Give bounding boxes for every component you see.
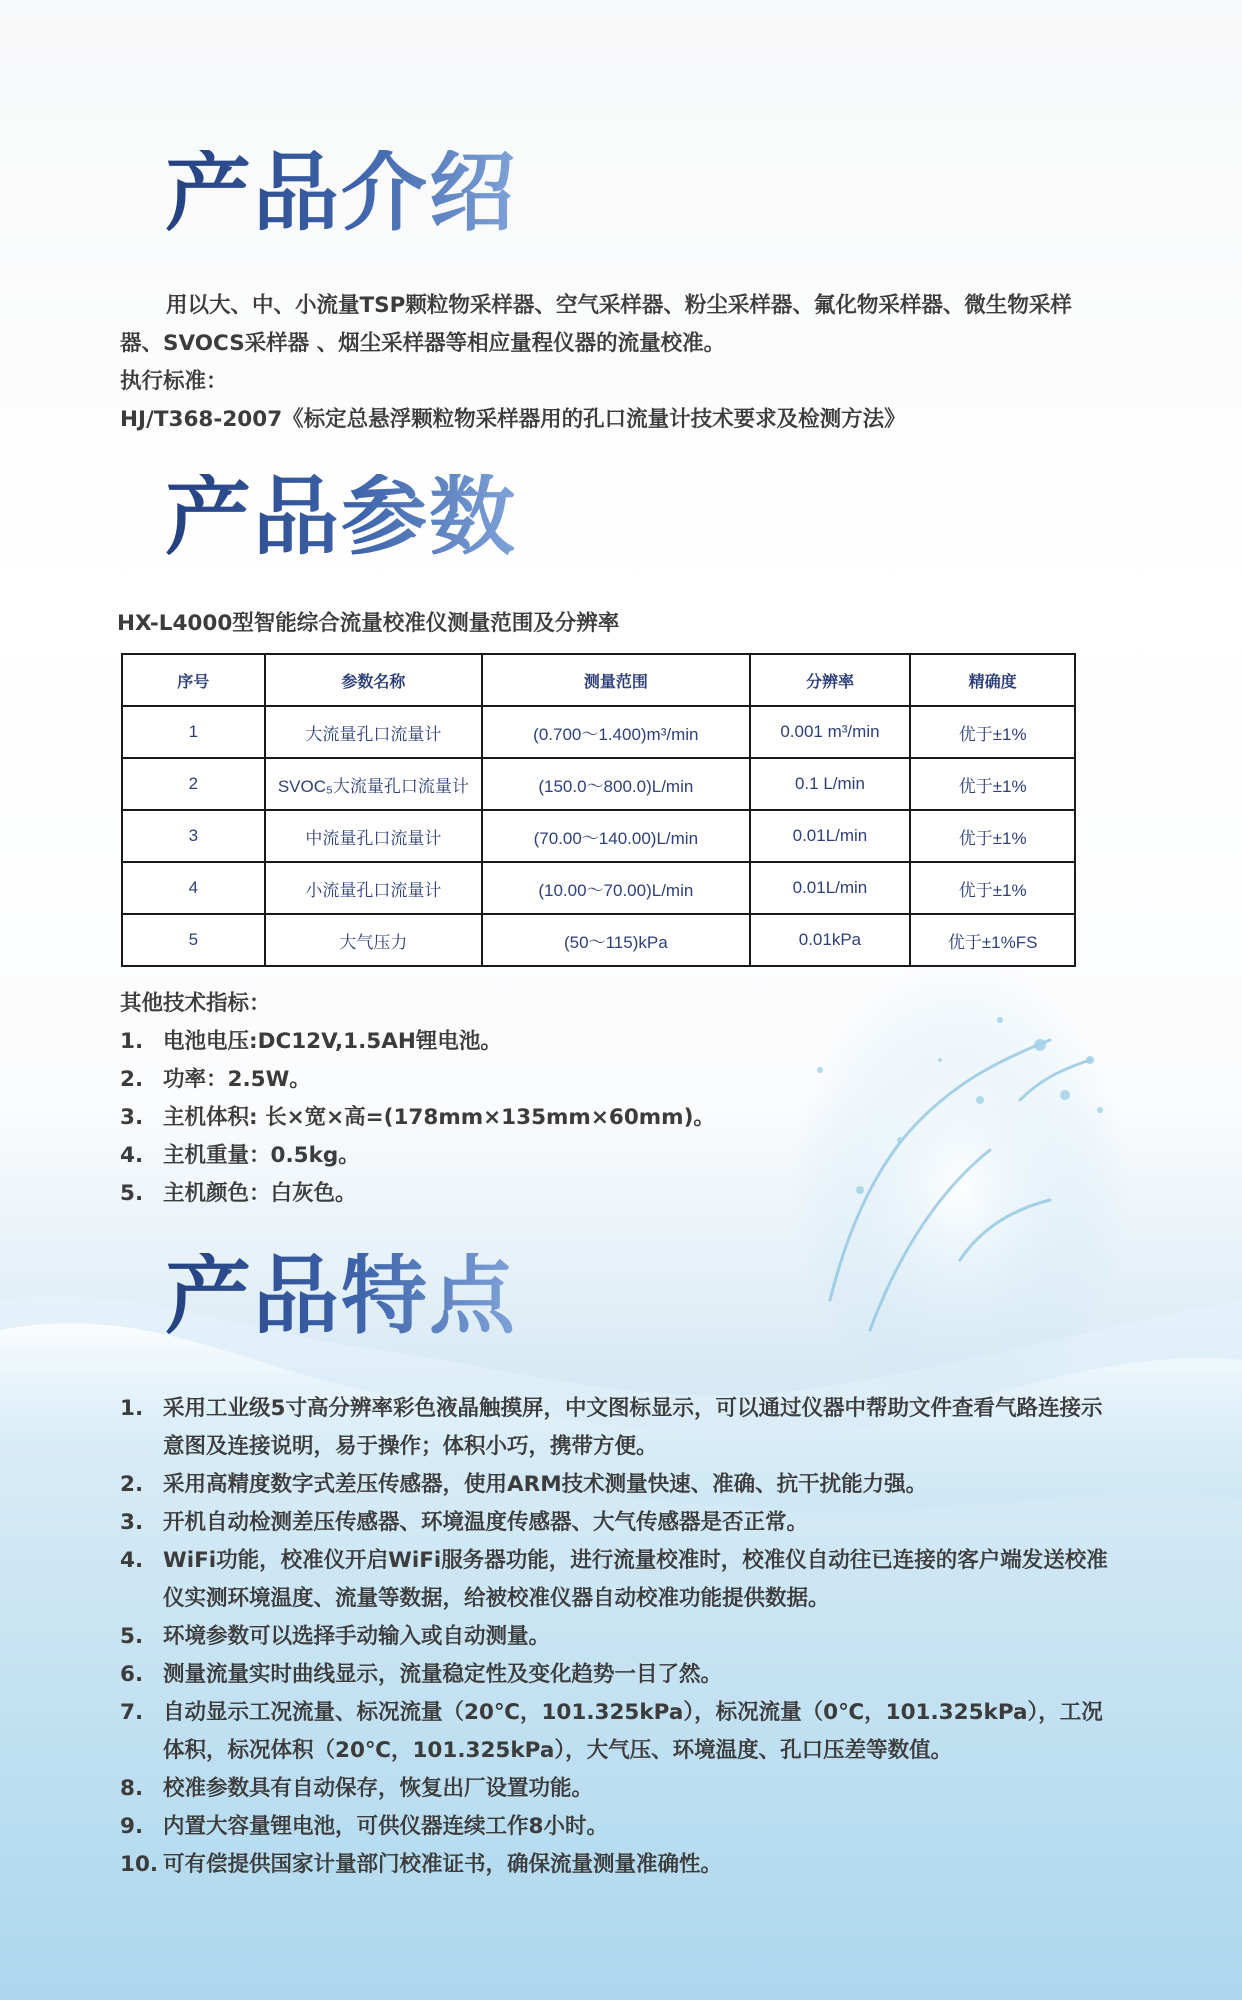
table-row <box>122 810 1075 862</box>
list-number: 2. <box>120 1067 144 1092</box>
list-item <box>120 1061 715 1099</box>
list-number: 10. <box>120 1852 159 1877</box>
list-item <box>120 1542 1120 1618</box>
list-item <box>120 1504 1120 1542</box>
cell-accuracy: 优于±1% <box>910 706 1075 758</box>
other-specs-label: 其他技术指标： <box>120 991 271 1016</box>
table-row <box>122 758 1075 810</box>
list-text: 主机颜色：白灰色。 <box>163 1181 357 1206</box>
list-number: 1. <box>120 1396 144 1421</box>
list-item <box>120 1175 715 1213</box>
intro-title: 产品介绍 <box>165 143 517 243</box>
cell-range: (150.0～800.0)L/min <box>482 758 749 810</box>
list-number: 3. <box>120 1510 144 1535</box>
list-text: 采用高精度数字式差压传感器，使用ARM技术测量快速、准确、抗干扰能力强。 <box>163 1472 928 1497</box>
cell-range: (10.00～70.00)L/min <box>482 862 749 914</box>
list-text: 电池电压:DC12V,1.5AH锂电池。 <box>163 1029 502 1054</box>
list-number: 9. <box>120 1814 144 1839</box>
cell-resolution: 0.1 L/min <box>750 758 911 810</box>
list-number: 1. <box>120 1029 144 1054</box>
cell-accuracy: 优于±1%FS <box>910 914 1075 966</box>
list-number: 8. <box>120 1776 144 1801</box>
other-specs-list <box>120 1023 715 1213</box>
list-item <box>120 1770 1120 1808</box>
cell-accuracy: 优于±1% <box>910 862 1075 914</box>
cell-index: 3 <box>122 810 265 862</box>
list-number: 3. <box>120 1105 144 1130</box>
params-title: 产品参数 <box>165 467 517 567</box>
table-caption: HX-L4000型智能综合流量校准仪测量范围及分辨率 <box>117 611 620 636</box>
standard-label: 执行标准： <box>120 369 228 394</box>
list-text: 测量流量实时曲线显示，流量稳定性及变化趋势一目了然。 <box>163 1662 723 1687</box>
table-row <box>122 914 1075 966</box>
table-row <box>122 862 1075 914</box>
list-text: 主机体积: 长×宽×高=(178mm×135mm×60mm)。 <box>163 1105 715 1130</box>
standard-text: HJ/T368-2007《标定总悬浮颗粒物采样器用的孔口流量计技术要求及检测方法》 <box>120 407 906 432</box>
list-text: 开机自动检测差压传感器、环境温度传感器、大气传感器是否正常。 <box>163 1510 809 1535</box>
cell-index: 5 <box>122 914 265 966</box>
cell-param-name: 中流量孔口流量计 <box>265 810 482 862</box>
list-item <box>120 1023 715 1061</box>
list-text: 自动显示工况流量、标况流量（20℃，101.325kPa），标况流量（0℃，101.325kPa），工况体积，标况体积（20℃，101.325kPa），大气压、环境温度、孔口压差等数值。 <box>163 1700 1103 1763</box>
list-item <box>120 1808 1120 1846</box>
list-text: WiFi功能，校准仪开启WiFi服务器功能，进行流量校准时，校准仪自动往已连接的客户端发送校准仪实测环境温度、流量等数据，给被校准仪器自动校准功能提供数据。 <box>163 1548 1108 1611</box>
list-text: 采用工业级5寸高分辨率彩色液晶触摸屏，中文图标显示，可以通过仪器中帮助文件查看气路连接示意图及连接说明，易于操作；体积小巧，携带方便。 <box>163 1396 1103 1459</box>
table-header-row <box>122 654 1075 706</box>
list-item <box>120 1656 1120 1694</box>
list-item <box>120 1390 1120 1466</box>
list-text: 环境参数可以选择手动输入或自动测量。 <box>163 1624 551 1649</box>
features-list <box>120 1390 1120 1884</box>
list-number: 6. <box>120 1662 144 1687</box>
header-param-name: 参数名称 <box>265 654 482 706</box>
params-table <box>121 653 1076 967</box>
list-number: 4. <box>120 1143 144 1168</box>
list-text: 可有偿提供国家计量部门校准证书，确保流量测量准确性。 <box>163 1852 723 1877</box>
list-number: 4. <box>120 1548 144 1573</box>
cell-resolution: 0.001 m³/min <box>750 706 911 758</box>
list-number: 7. <box>120 1700 144 1725</box>
cell-range: (70.00～140.00)L/min <box>482 810 749 862</box>
list-number: 2. <box>120 1472 144 1497</box>
cell-index: 1 <box>122 706 265 758</box>
features-title: 产品特点 <box>165 1246 517 1346</box>
cell-index: 4 <box>122 862 265 914</box>
cell-resolution: 0.01L/min <box>750 862 911 914</box>
list-item <box>120 1846 1120 1884</box>
cell-resolution: 0.01L/min <box>750 810 911 862</box>
list-item <box>120 1099 715 1137</box>
list-text: 内置大容量锂电池，可供仪器连续工作8小时。 <box>163 1814 608 1839</box>
cell-param-name: 大流量孔口流量计 <box>265 706 482 758</box>
cell-param-name: SVOC₅大流量孔口流量计 <box>265 758 482 810</box>
list-text: 校准参数具有自动保存，恢复出厂设置功能。 <box>163 1776 594 1801</box>
cell-accuracy: 优于±1% <box>910 758 1075 810</box>
cell-param-name: 小流量孔口流量计 <box>265 862 482 914</box>
header-range: 测量范围 <box>482 654 749 706</box>
table-row <box>122 706 1075 758</box>
header-resolution: 分辨率 <box>750 654 911 706</box>
list-number: 5. <box>120 1181 144 1206</box>
cell-range: (50～115)kPa <box>482 914 749 966</box>
cell-range: (0.700～1.400)m³/min <box>482 706 749 758</box>
list-number: 5. <box>120 1624 144 1649</box>
list-item <box>120 1137 715 1175</box>
list-text: 主机重量：0.5kg。 <box>163 1143 360 1168</box>
list-text: 功率：2.5W。 <box>163 1067 311 1092</box>
list-item <box>120 1694 1120 1770</box>
header-index: 序号 <box>122 654 265 706</box>
header-accuracy: 精确度 <box>910 654 1075 706</box>
cell-index: 2 <box>122 758 265 810</box>
list-item <box>120 1466 1120 1504</box>
intro-description: 用以大、中、小流量TSP颗粒物采样器、空气采样器、粉尘采样器、氟化物采样器、微生物采样器、SVOCS采样器 、烟尘采样器等相应量程仪器的流量校准。 <box>120 293 1072 356</box>
cell-param-name: 大气压力 <box>265 914 482 966</box>
cell-accuracy: 优于±1% <box>910 810 1075 862</box>
list-item <box>120 1618 1120 1656</box>
cell-resolution: 0.01kPa <box>750 914 911 966</box>
